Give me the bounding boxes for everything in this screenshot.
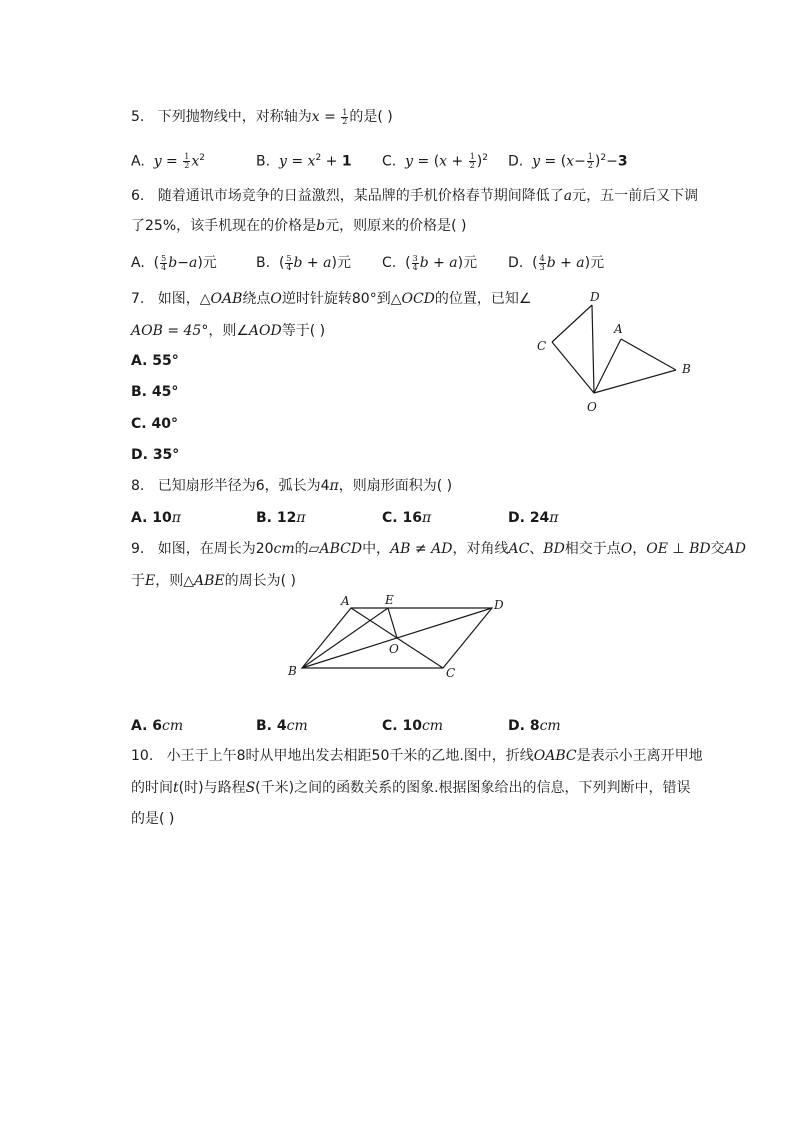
question-number: 6. xyxy=(131,188,145,204)
q7-option-c: C. 40° xyxy=(131,416,178,432)
q7-option-a: A. 55° xyxy=(131,353,179,369)
label-e: E xyxy=(385,593,394,607)
label-o: O xyxy=(389,642,399,656)
label-a: A xyxy=(614,322,623,336)
label-d: D xyxy=(494,598,504,612)
q5-option-a: A. y = $\frac{1}{2}$ $x^2$ xyxy=(131,152,205,171)
q9-option-d: D. 8cm xyxy=(508,718,561,734)
question-6: 6. 随着通讯市场竞争的日益激烈，某品牌的手机价格春节期间降低了a元，五一前后又下调 xyxy=(131,188,699,204)
question-7: 7. 如图，△OAB绕点O逆时针旋转80°到△OCD的位置，已知∠ xyxy=(131,291,532,307)
question-number: 5. xyxy=(131,109,145,125)
q6-option-c: C. ( $\frac{3}{4}$ b + a)元 xyxy=(382,253,478,272)
label-c: C xyxy=(537,339,547,353)
q7-option-b: B. 45° xyxy=(131,384,179,400)
q8-option-c: C. 16π xyxy=(382,510,432,526)
label-b: B xyxy=(682,362,691,376)
q5-option-b: B. $y = x^2 + 1$ xyxy=(256,153,352,170)
q6-option-b: B. ( $\frac{5}{4}$ b + a)元 xyxy=(256,253,351,272)
label-a: A xyxy=(341,594,350,608)
question-number: 7. xyxy=(131,291,145,307)
q5-option-d: D. y = (x− $\frac{1}{2}$ )$^2$−3 xyxy=(508,152,628,171)
question-8: 8. 已知扇形半径为6，弧长为4π，则扇形面积为( ) xyxy=(131,478,453,494)
question-7-line2: AOB = 45°，则∠AOD等于( ) xyxy=(131,323,326,339)
q9-option-c: C. 10cm xyxy=(382,718,444,734)
q6-option-d: D. ( $\frac{4}{3}$ b + a)元 xyxy=(508,253,605,272)
q6-option-a: A. ( $\frac{5}{4}$ b−a)元 xyxy=(131,253,217,272)
q7-rotation-figure xyxy=(530,285,700,420)
question-10-line3: 的是( ) xyxy=(131,811,175,827)
q7-option-d: D. 35° xyxy=(131,447,180,463)
q8-option-a: A. 10π xyxy=(131,510,181,526)
question-5: 5. 下列抛物线中，对称轴为x = $\frac{1}{2}$ 的是( ) xyxy=(131,107,393,126)
q8-option-b: B. 12π xyxy=(256,510,306,526)
q9-option-b: B. 4cm xyxy=(256,718,308,734)
question-text-end: 的是( ) xyxy=(349,109,393,125)
question-9-line2: 于E，则△ABE的周长为( ) xyxy=(131,573,297,589)
question-9: 9. 如图，在周长为20cm的▱ABCD中，AB ≠ AD，对角线AC、BD相交于点O，OE ⊥ BD交AD xyxy=(131,541,746,557)
question-number: 9. xyxy=(131,541,145,557)
q8-option-d: D. 24π xyxy=(508,510,559,526)
question-6-line2: 了25%，该手机现在的价格是b元，则原来的价格是( ) xyxy=(131,218,467,234)
question-number: 8. xyxy=(131,478,145,494)
question-10-line2: 的时间t(时)与路程S(千米)之间的函数关系的图象.根据图象给出的信息，下列判断中，错误 xyxy=(131,780,691,796)
label-d: D xyxy=(590,290,600,304)
question-10: 10. 小王于上午8时从甲地出发去相距50千米的乙地.图中，折线OABC是表示小王离开甲地 xyxy=(131,748,703,764)
q9-parallelogram-figure xyxy=(283,590,513,682)
question-number: 10. xyxy=(131,748,154,764)
question-text: 下列抛物线中，对称轴为 xyxy=(157,109,312,125)
label-b: B xyxy=(288,664,297,678)
q9-option-a: A. 6cm xyxy=(131,718,184,734)
q5-option-c: C. y = (x + $\frac{1}{2}$ )$^2$ xyxy=(382,152,488,171)
label-o: O xyxy=(587,400,597,414)
label-c: C xyxy=(446,666,456,680)
